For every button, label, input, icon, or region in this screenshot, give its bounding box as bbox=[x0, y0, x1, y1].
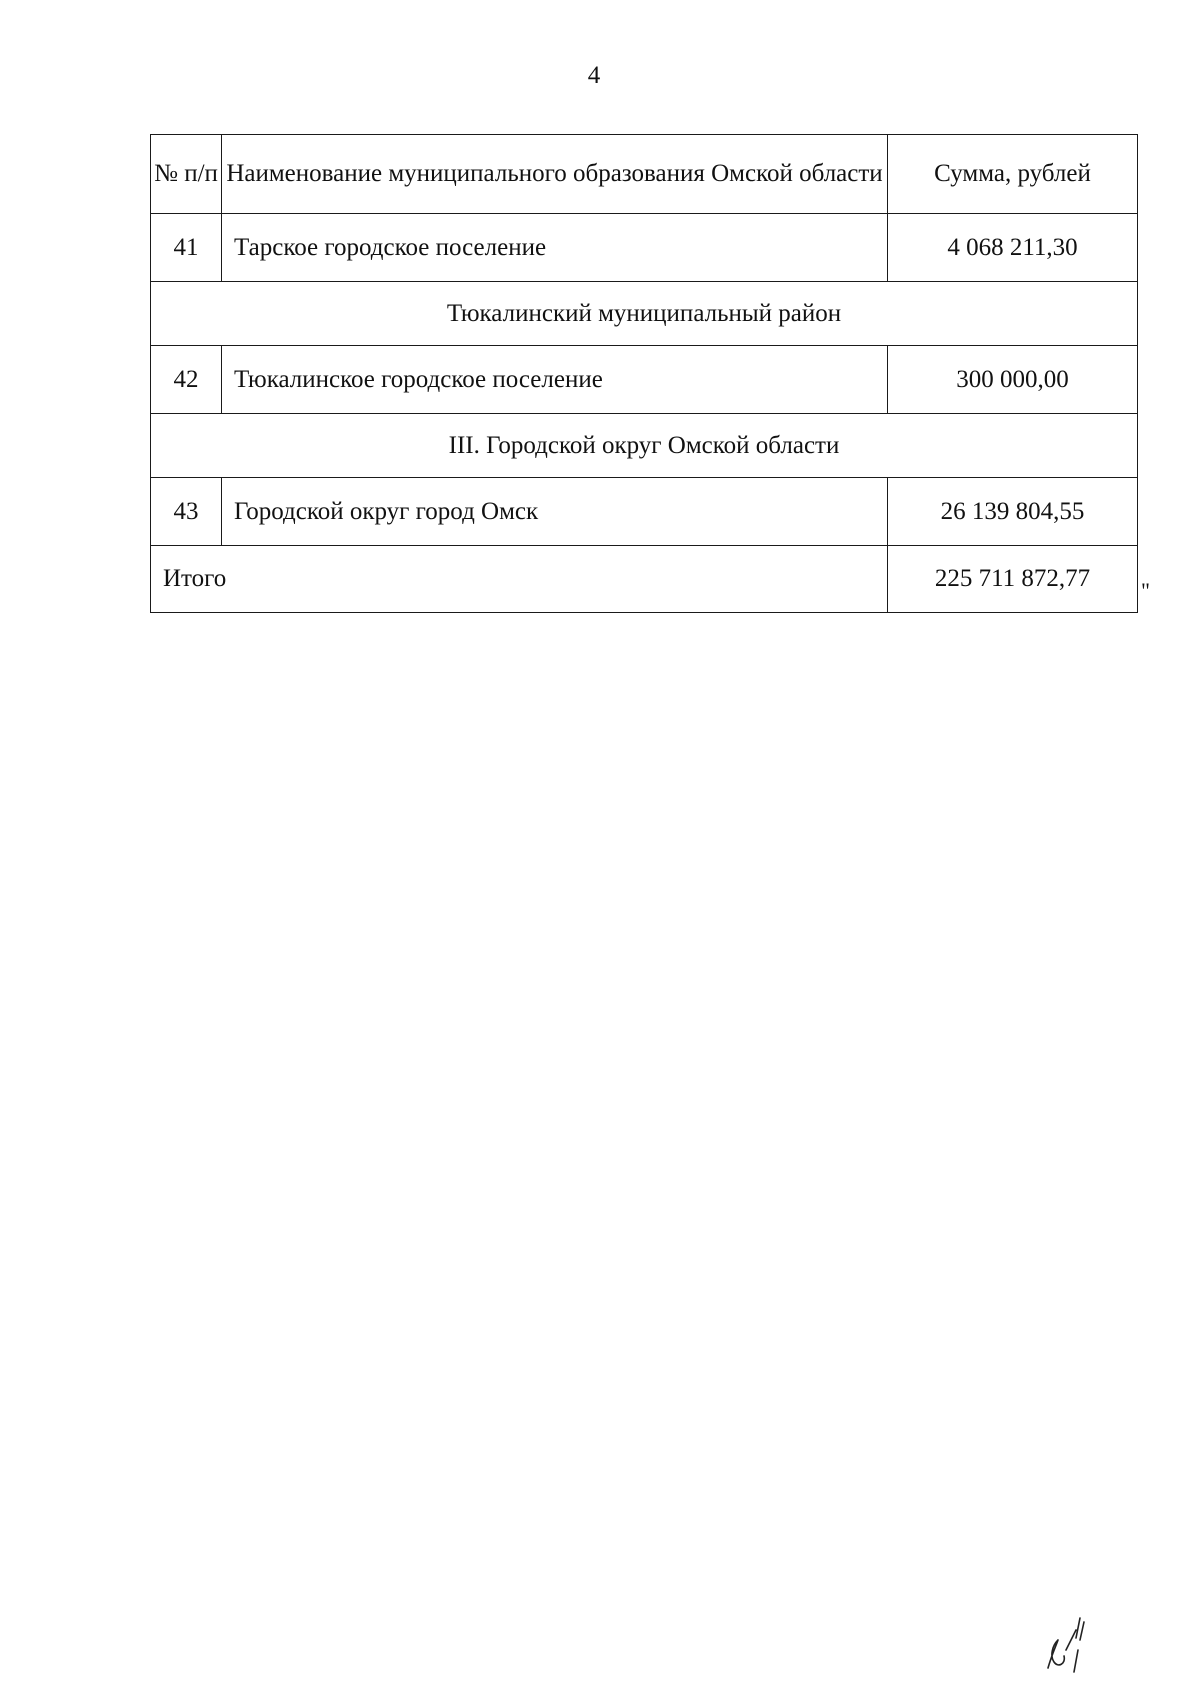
handwritten-signature bbox=[1040, 1610, 1100, 1680]
row-num: 41 bbox=[151, 214, 222, 282]
section-title: Тюкалинский муниципальный район bbox=[151, 282, 1138, 346]
header-sum: Сумма, рублей bbox=[888, 135, 1138, 214]
row-name: Городской округ город Омск bbox=[222, 478, 888, 546]
table-row bbox=[151, 478, 1138, 546]
total-row bbox=[151, 546, 1138, 613]
page-number: 4 bbox=[587, 62, 601, 89]
closing-quote: " bbox=[1141, 578, 1150, 603]
section-row bbox=[151, 282, 1138, 346]
header-name: Наименование муниципального образования Омской области bbox=[222, 135, 888, 214]
row-num: 43 bbox=[151, 478, 222, 546]
allocation-table bbox=[150, 134, 1138, 613]
row-sum: 300 000,00 bbox=[888, 346, 1138, 414]
row-sum: 4 068 211,30 bbox=[888, 214, 1138, 282]
total-sum: 225 711 872,77 bbox=[888, 546, 1138, 613]
row-name: Тюкалинское городское поселение bbox=[222, 346, 888, 414]
row-sum: 26 139 804,55 bbox=[888, 478, 1138, 546]
table-row bbox=[151, 214, 1138, 282]
header-num: № п/п bbox=[151, 135, 222, 214]
total-label: Итого bbox=[151, 546, 888, 613]
row-name: Тарское городское поселение bbox=[222, 214, 888, 282]
table-row bbox=[151, 346, 1138, 414]
section-row bbox=[151, 414, 1138, 478]
row-num: 42 bbox=[151, 346, 222, 414]
table-header-row bbox=[151, 135, 1138, 214]
section-title: III. Городской округ Омской области bbox=[151, 414, 1138, 478]
